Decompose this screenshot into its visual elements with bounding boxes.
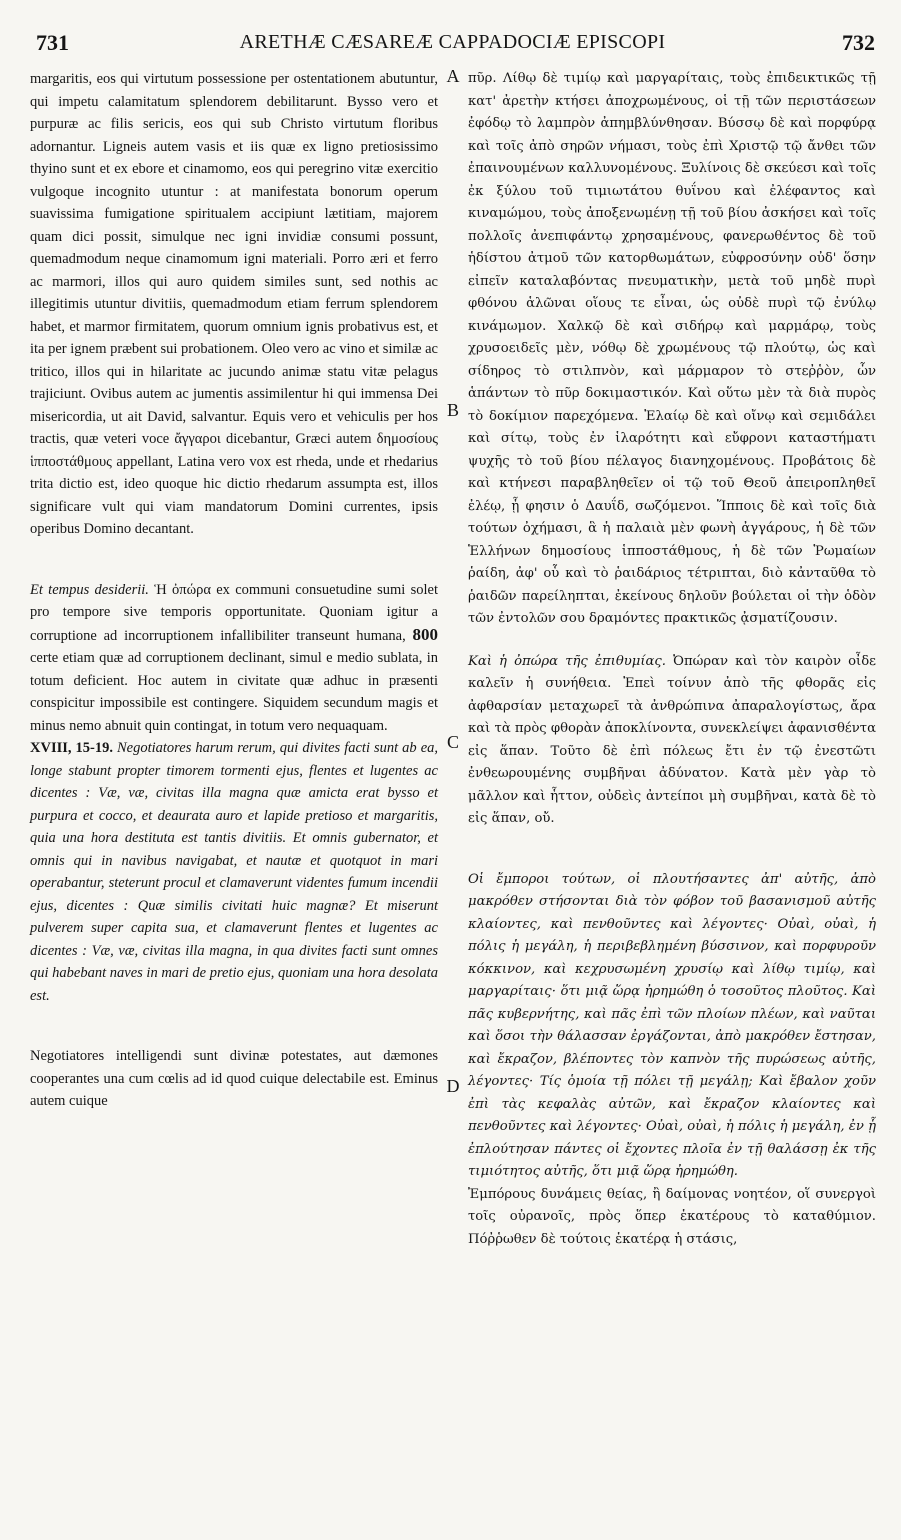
page-number-right: 732	[842, 30, 875, 55]
margin-letter-d: D	[446, 1076, 460, 1096]
greek-paragraph-4: Ἐμπόρους δυνάμεις θείας, ἢ δαίμονας νοητέον, οἵ συνεργοὶ τοῖς οὐρανοῖς, πρὸς ὅπερ ἑκατέρους τὸ καταθύμιον. Πόῤῥωθεν δὲ τούτοις ἑκατέρᾳ ἡ στάσις,	[468, 1186, 876, 1247]
greek-paragraph-2-text: Ὀπώραν καὶ τὸν καιρὸν οἶδε καλεῖν ἡ συνήθεια. Ἐπεὶ τοίνυν ἀπὸ τῆς φθορᾶς εἰς ἀφθαρσίαν μεταχωρεῖ τὰ ἀνθρώπινα ἀπαραλογίστως, ἄρα καὶ τὰ πρὸς φθορὰν ἀποκλίνοντα, συνεκλείψει ἀφανισθέντα εἰς ἅπαν. Τοῦτο δὲ ἐπὶ πόλεως ἔτι ἐν τῷ ἐνεστῶτι ἐνθεωρουμένης συμβῆναι ἀδύνατον. Κατὰ μὲν γὰρ τὸ μᾶλλον καὶ ἧττον, οὐδεὶς ἀντείποι μὴ συμβῆναι, κατὰ δὲ τὸ εἰς ἅπαν, οὔ.	[468, 653, 877, 826]
latin-paragraph-2	[30, 579, 438, 738]
latin-column	[30, 68, 438, 1113]
greek-paragraph-1: πῦρ. Λίθῳ δὲ τιμίῳ καὶ μαργαρίταις, τοὺς ἐπιδεικτικῶς τῇ κατ' ἀρετὴν κτήσει ἀποχρωμένους, οἱ τῇ τῶν περιστάσεων ἐφόδῳ τὸ λαμπρὸν ἀπημβλύνθησαν. Βύσσῳ δὲ καὶ πορφύρᾳ καὶ τοῖς ἀπὸ σηρῶν νήμασι, τοὺς ἐπὶ Χριστῷ τῷ ἄνθει τῶν ἐπαινουμένων καλλυνομένους. Ξυλίνοις δὲ σκεύεσι καὶ τοῖς ἐκ ξύλου τοῦ τιμιωτάτου θυΐνου καὶ ἐλέφαντος καὶ κιναμώμου, τοὺς ἀποξενωμένῃ τῇ τοῦ βίου ἀσκήσει καὶ τοῖς πολλοῖς ἀνεπιφάντῳ χρησαμένους, φανερωθέντος δὲ τοῦ ἡδίστου ἀτμοῦ τῶν κατορθωμάτων, εὐφροσύνην οὐδ' ὅσην εἰπεῖν καταλαβόντας πνευματικὴν, μετὰ τοῦ μηδὲ πυρὶ φθόνου ἁλῶναι οἵους τε εἶναι, ὡς οὐδὲ πυρὶ τῷ ἐνύλῳ κινάμωμον. Χαλκῷ δὲ καὶ σιδήρῳ καὶ μαρμάρῳ, τοὺς χρυσοειδεῖς μὲν, νόθῳ δὲ χρωμένους τῷ πλούτῳ, ὡς καὶ σίδηρος τὸ στιλπνὸν, καὶ μάρμαρον τὸ στεῤῥὸν, ὧν ἁπάντων τὸ πῦρ δοκιμαστικόν. Καὶ οὕτω μὲν τὰ διὰ πυρὸς τὸ δοκίμιον παρεχόμενα. Ἐλαίῳ δὲ καὶ οἴνῳ καὶ σεμιδάλει καὶ σίτῳ, τοὺς ἐν ἱλαρότητι καὶ εὔφρονι καταστήματι ψυχῆς τὸ τοῦ βίου πέλαγος διανηχομένους. Προβάτοις δὲ καὶ κτήνεσι παραβληθεῖεν οἱ τῷ τοῦ Θεοῦ ἀπειροπληθεῖ ἐλέῳ, ᾗ φησιν ὁ Δαυΐδ, σωζόμενοι. Ἵπποις δὲ καὶ τοῖς διὰ τούτων ὀχήμασι, ἃ ἡ παλαιὰ μὲν φωνὴ ἀγγάρους, ἡ δὲ τῶν Ἑλλήνων δημοσίους ἱπποστάθμους, ἡ δὲ τῶν Ῥωμαίων ῥαίδη, ἀφ' οὗ καὶ τὸ ῥαιδάριος τέτριπται, διὸ κἀνταῦθα τὸ ῥαιδῶν παρείληπται, ἐκείνους δηλοῦν βούλεται οἱ τὴν ὁδὸν τῶν ἐντολῶν σου δραμόντες πρακτικῶς ᾀσματίζουσιν.	[468, 71, 876, 626]
latin-paragraph-1: margaritis, eos qui virtutum possessione per ostentationem abutuntur, qui impetu calamitatum splendorem debilitarunt. Bysso vero et purpuræ ac filis sericis, eos qui sub Christo virtutum floribus adornantur. Ligneis autem vasis et iis quæ ex ligno pretiosissimo thyino sunt et ex ebore et cinamomo, eos qui peregrino vitæ exercitio vulgoque incognito utuntur : at manifestata bonorum operum suavissima fumigatione spiritualem accipiunt lætitiam, majorem quam dici possit, simulque nec igni invidiæ consumi possunt, quemadmodum neque cinamomum igni materiali. Porro æri et ferro ac marmori, illos qui auro quidem similes sunt, sed nothis ac illegitimis utuntur divitiis, quemadmodum etiam ferrum splendorem habet, et marmor firmitatem, quorum omnium ignis probativus est, et ita per ignem præbent sui probationem. Oleo vero ac vino et similæ ac tritico, illos qui in hilaritate ac jucundo animæ statu vitæ pelagus trajiciunt. Ovibus autem ac jumentis assimilentur hi qui immensa Dei misericordia, ut ait David, salvantur. Equis vero et vehiculis per hos tractis, quæ veteri voce ἄγγαροι dicebantur, Græci autem δημοσίους ἱπποστάθμους appellant, Latina vero vox est rheda, unde et rhedarius trita dictio est, ideo quoque hic dictio rhedarum assumpta est, illos significare vult qui viam mandatorum Domini currentes, ipsis operibus Domino decantant.	[30, 71, 438, 537]
latin-paragraph-4: Negotiatores intelligendi sunt divinæ potestates, aut dæmones cooperantes una cum cœlis ad id quod cuique delectabile est. Eminus autem cuique	[30, 1048, 438, 1109]
latin-paragraph-2-text-b: certe etiam quæ ad corruptionem declinant, simul e medio sublata, in totum deficient. Hoc autem in civitate quæ adhuc in præsenti conspicitur impossibile est contingere. Siquidem secundum magis et minus nemo abnuit quin contingat, in totum vero nequaquam.	[30, 650, 438, 734]
latin-paragraph-2-text-a: ex communi consuetudine sumi solet pro tempore sive temporis opportunitate. Quoniam igitur a corruptione ad incorruptionem infallibiliter transeunt humana,	[30, 581, 438, 644]
margin-letter-a: A	[446, 66, 460, 86]
scripture-reference: XVIII, 15-19.	[30, 740, 113, 756]
margin-letter-c: C	[446, 732, 459, 752]
greek-lemma: Καὶ ἡ ὀπώρα τῆς ἐπιθυμίας.	[468, 653, 667, 669]
running-title: ARETHÆ CÆSAREÆ CAPPADOCIÆ EPISCOPI	[239, 31, 666, 53]
greek-paragraph-2	[468, 651, 876, 831]
latin-lemma: Et tempus desiderii.	[30, 581, 149, 598]
greek-scripture-text: Οἱ ἔμποροι τούτων, οἱ πλουτήσαντες ἀπ' αὐτῆς, ἀπὸ μακρόθεν στήσονται διὰ τὸν φόβον τοῦ βασανισμοῦ αὐτῆς κλαίοντες, καὶ πενθοῦντες καὶ λέγοντες· Οὐαὶ, οὐαὶ, ἡ πόλις ἡ μεγάλη, ἡ περιβεβλημένη βύσσινον, καὶ πορφυροῦν κόκκινον, καὶ κεχρυσωμένη χρυσίῳ καὶ λίθῳ τιμίῳ, καὶ μαργαρίταις· ὅτι μιᾷ ὥρᾳ ἠρημώθη ὁ τοσοῦτος πλοῦτος. Καὶ πᾶς κυβερνήτης, καὶ πᾶς ἐπὶ τῶν πλοίων πλέων, καὶ ναῦται καὶ ὅσοι τὴν θάλασσαν ἐργάζονται, ἀπὸ μακρόθεν ἔστησαν, καὶ ἔκραζον, βλέποντες τὸν καπνὸν τῆς πυρώσεως αὐτῆς, λέγοντες· Τίς ὁμοία τῇ πόλει τῇ μεγάλῃ; Καὶ ἔβαλον χοῦν ἐπὶ τὰς κεφαλὰς αὐτῶν, καὶ ἔκραζον κλαίοντες καὶ πενθοῦντες καὶ λέγοντες· Οὐαὶ, οὐαὶ, ἡ πόλις ἡ μεγάλη, ἐν ᾗ ἐπλούτησαν πάντες οἱ ἔχοντες πλοῖα ἐν τῇ θαλάσσῃ ἐκ τῆς τιμιότητος αὐτῆς, ὅτι μιᾷ ὥρᾳ ἠρημώθη.	[468, 871, 876, 1179]
latin-scripture-paragraph	[30, 737, 438, 1007]
margin-letter-b: B	[446, 400, 459, 420]
greek-column	[468, 68, 876, 1251]
page-number-left: 731	[36, 30, 69, 55]
latin-scripture-text: Negotiatores harum rerum, qui divites facti sunt ab ea, longe stabunt propter timorem tormenti ejus, flentes et lugentes ac dicentes : Væ, væ, civitas illa magna quæ amicta erat bysso et purpura et cocco, et deaurata auro et lapide pretioso et margaritis, quia una hora destituta est tantis divitiis. Et omnis gubernator, et omnis qui in navibus navigabat, et nautæ et quotquot in mari operabantur, steterunt procul et clamaverunt videntes fumum incendii ejus, dicentes : Quæ similis civitati huic magnæ? Et miserunt pulverem super capita sua, et clamaverunt flentes et lugentes ac dicentes : Væ, væ, civitas illa magna, in qua divites facti sunt omnes qui habebant naves in mari de pretio ejus, quoniam una hora desolata est.	[30, 740, 438, 1004]
latin-greek-word: Ἡ ὀπώρα	[154, 581, 211, 598]
column-number-marker: 800	[412, 624, 438, 644]
running-header	[30, 30, 875, 64]
